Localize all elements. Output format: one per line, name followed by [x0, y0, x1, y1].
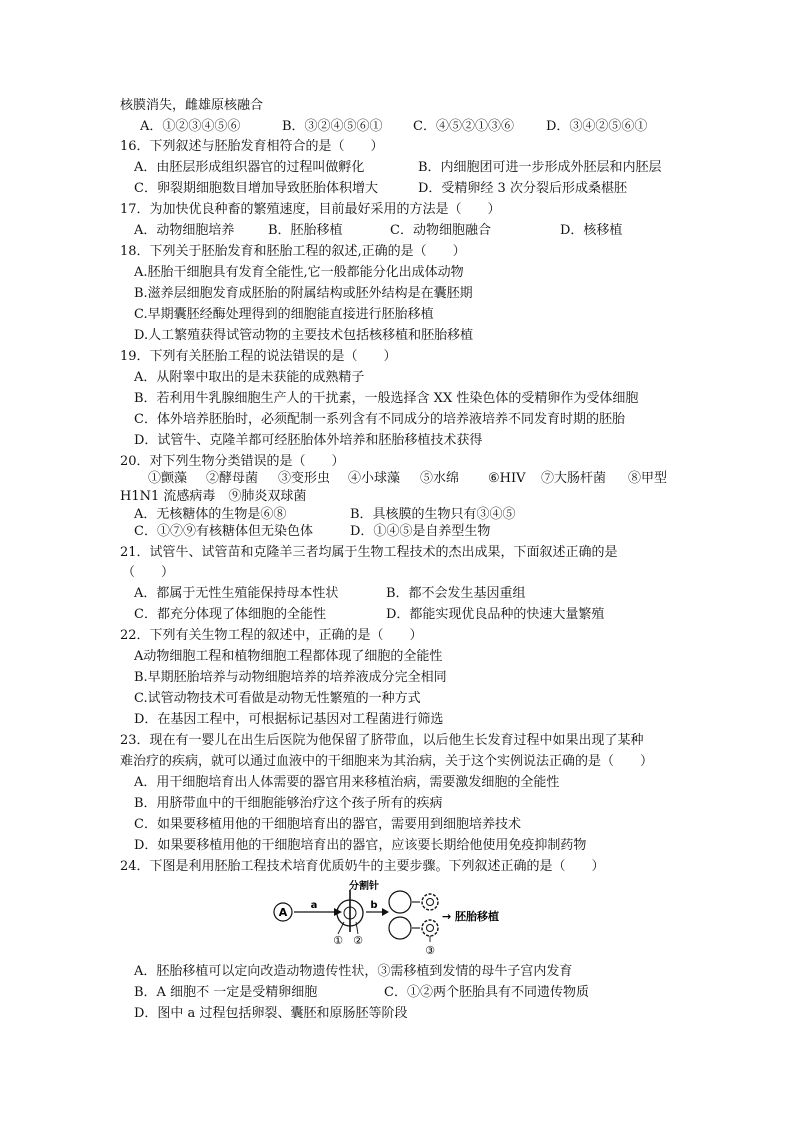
- q20-item: ⑧甲型: [628, 471, 668, 486]
- q16-option-c: C．卵裂期细胞数目增加导致胚胎体积增大: [134, 181, 378, 196]
- q21-option-a: A．都属于无性生殖能保持母本性状: [134, 586, 339, 601]
- needle-label: 分割针: [349, 881, 379, 892]
- q17-option-d: D．核移植: [560, 223, 623, 238]
- q15-option-b: B．③②④⑤⑥①: [282, 119, 383, 134]
- q21-stem-paren: （ ）: [122, 565, 175, 580]
- q21-option-b: B．都不会发生基因重组: [386, 586, 526, 601]
- q20-option-b: B．具核膜的生物只有③④⑤: [350, 507, 516, 522]
- q24-option-a: A．胚胎移植可以定向改造动物遗传性状，③需移植到发情的母牛子宫内发育: [134, 964, 573, 979]
- q20-option-a: A．无核糖体的生物是⑥⑧: [134, 507, 287, 522]
- q21-stem: 21．试管牛、试管苗和克隆羊三者均属于生物工程技术的杰出成果，下面叙述正确的是: [120, 545, 618, 560]
- q20-item: ⑥HIV: [488, 471, 526, 486]
- embryo-splitting-diagram: [270, 876, 510, 960]
- q17-option-c: C．动物细胞融合: [390, 223, 491, 238]
- q20-item: ④小球藻: [348, 471, 401, 486]
- q22-option-a: A动物细胞工程和植物细胞工程都体现了细胞的全能性: [134, 649, 443, 664]
- q20-item: ⑦大肠杆菌: [541, 471, 607, 486]
- q15-tail-text: 核膜消失，雌雄原核融合: [120, 98, 264, 113]
- q24-option-d: D．图中 a 过程包括卵裂、囊胚和原肠胚等阶段: [134, 1006, 408, 1021]
- cultured-embryo-top: [422, 894, 438, 910]
- arrow-b-head: [382, 908, 389, 916]
- q23-option-a: A．用干细胞培育出人体需要的器官用来移植治病，需要激发细胞的全能性: [134, 775, 560, 790]
- q20-item: ⑤水绵: [420, 471, 460, 486]
- half-embryo-top: [389, 891, 411, 913]
- q19-option-b: B．若利用牛乳腺细胞生产人的干扰素，一般选择含 XX 性染色体的受精卵作为受体细胞: [134, 391, 639, 406]
- q16-option-a: A．由胚层形成组织器官的过程叫做孵化: [134, 160, 365, 175]
- q15-option-a: A．①②③④⑤⑥: [140, 119, 241, 134]
- q21-option-d: D．都能实现优良品种的快速大量繁殖: [386, 607, 605, 622]
- cultured-embryo-bottom: [422, 920, 438, 936]
- q23-option-c: C．如果要移植用他的干细胞培育出的器官，需要用到细胞培养技术: [134, 817, 521, 832]
- q23-stem-continuation: 难治疗的疾病，就可以通过血液中的干细胞来为其治病，关于这个实例说法正确的是（ ）: [120, 754, 654, 769]
- label-embryo-1: ①: [333, 934, 343, 947]
- q18-option-d: D.人工繁殖获得试管动物的主要技术包括核移植和胚胎移植: [134, 328, 474, 343]
- q19-option-a: A．从附睾中取出的是未获能的成熟精子: [134, 370, 365, 385]
- q20-item: ②酵母菌: [206, 471, 259, 486]
- q20-item: ①颤藻: [148, 471, 188, 486]
- q17-stem: 17．为加快优良种畜的繁殖速度，目前最好采用的方法是（ ）: [120, 202, 501, 217]
- label-embryo-2: ②: [353, 934, 363, 947]
- q23-option-b: B．用脐带血中的干细胞能够治疗这个孩子所有的疾病: [134, 796, 443, 811]
- q24-option-c: C．①②两个胚胎具有不同遗传物质: [384, 985, 589, 1000]
- q20-list-continuation: H1N1 流感病毒 ⑨肺炎双球菌: [120, 489, 307, 504]
- q23-stem: 23．现在有一婴儿在出生后医院为他保留了脐带血，以后他生长发育过程中如果出现了某种: [120, 733, 644, 748]
- q18-option-b: B.滋养层细胞发育成胚胎的附属结构或胚外结构是在囊胚期: [134, 286, 473, 301]
- half-embryo-bottom: [389, 917, 411, 939]
- q21-option-c: C．都充分体现了体细胞的全能性: [134, 607, 326, 622]
- q23-option-d: D．如果要移植用他的干细胞培育出的器官，应该要长期给他使用免疫抑制药物: [134, 838, 587, 853]
- q22-option-c: C.试管动物技术可看做是动物无性繁殖的一种方式: [134, 691, 421, 706]
- q19-option-d: D．试管牛、克隆羊都可经胚胎体外培养和胚胎移植技术获得: [134, 433, 483, 448]
- q18-stem: 18．下列关于胚胎发育和胚胎工程的叙述,正确的是（ ）: [120, 244, 466, 259]
- q17-option-b: B．胚胎移植: [268, 223, 343, 238]
- q20-stem: 20．对下列生物分类错误的是（ ）: [120, 454, 345, 469]
- q18-option-a: A.胚胎干细胞具有发育全能性,它一般都能分化出成体动物: [134, 265, 464, 280]
- q18-option-c: C.早期囊胚经酶处理得到的细胞能直接进行胚胎移植: [134, 307, 434, 322]
- q15-option-d: D．③④②⑤⑥①: [546, 119, 648, 134]
- arrow-a-label: a: [310, 900, 318, 911]
- q20-option-d: D．①④⑤是自养型生物: [350, 524, 491, 539]
- q22-option-b: B.早期胚胎培养与动物细胞培养的培养液成分完全相同: [134, 670, 447, 685]
- arrow-b-label: b: [370, 900, 378, 911]
- pointer-1: [338, 922, 344, 934]
- q22-stem: 22．下列有关生物工程的叙述中，正确的是（ ）: [120, 628, 423, 643]
- q20-option-c: C．①⑦⑨有核糖体但无染色体: [134, 524, 313, 539]
- q19-stem: 19．下列有关胚胎工程的说法错误的是（ ）: [120, 349, 397, 364]
- cultured-embryo-bottom-inner: [427, 925, 434, 932]
- q17-option-a: A．动物细胞培养: [134, 223, 235, 238]
- q24-stem: 24．下图是利用胚胎工程技术培育优质奶牛的主要步骤。下列叙述正确的是（ ）: [120, 859, 605, 874]
- q24-option-b: B．A 细胞不 一定是受精卵细胞: [134, 985, 318, 1000]
- embryo-transfer-label: → 胚胎移植: [442, 910, 500, 923]
- q16-stem: 16．下列叙述与胚胎发育相符合的是（ ）: [120, 139, 384, 154]
- q16-option-d: D．受精卵经 3 次分裂后形成桑椹胚: [418, 181, 627, 196]
- q19-option-c: C．体外培养胚胎时，必须配制一系列含有不同成分的培养液培养不同发育时期的胚胎: [134, 412, 625, 427]
- q15-option-c: C．④⑤②①③⑥: [413, 119, 514, 134]
- q22-option-d: D．在基因工程中，可根据标记基因对工程菌进行筛选: [134, 712, 444, 727]
- cell-a-label: A: [278, 906, 288, 919]
- q20-item: ③变形虫: [278, 471, 331, 486]
- q16-option-b: B．内细胞团可进一步形成外胚层和内胚层: [418, 160, 662, 175]
- cultured-embryo-top-inner: [427, 899, 434, 906]
- label-embryo-3: ③: [425, 944, 435, 957]
